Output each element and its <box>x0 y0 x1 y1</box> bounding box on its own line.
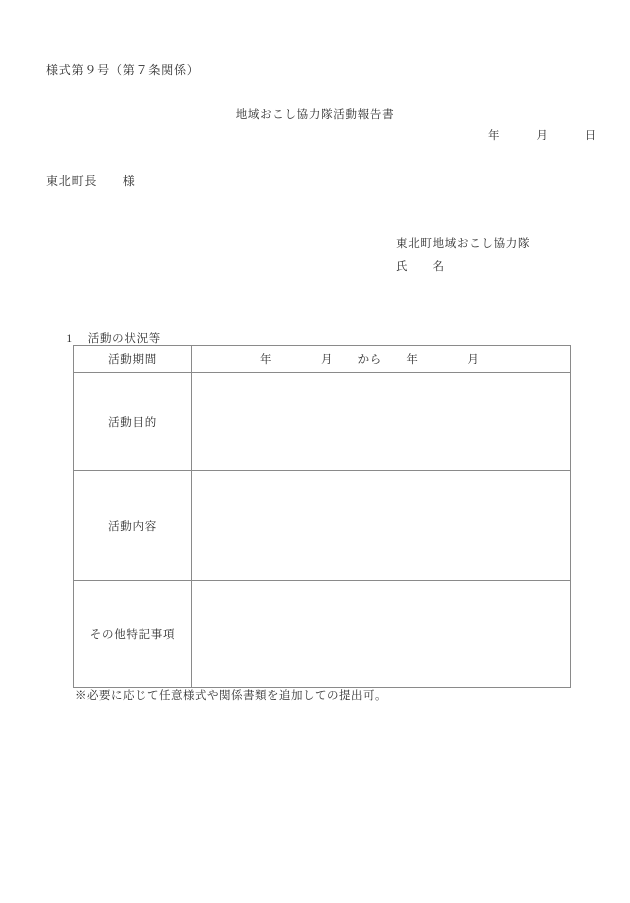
section-number: 1 <box>66 332 73 345</box>
row-value-activity-purpose[interactable] <box>192 373 571 471</box>
footnote: ※必要に応じて任意様式や関係書類を追加しての提出可。 <box>75 690 387 702</box>
row-value-activity-period[interactable] <box>192 346 571 373</box>
signature-name-label: 氏 名 <box>396 261 445 273</box>
form-number: 様式第９号（第７条関係） <box>46 63 200 77</box>
section-label: 活動の状況等 <box>87 332 161 345</box>
row-label-activity-content: 活動内容 <box>74 471 192 581</box>
submission-date-line: 年 月 日 <box>488 130 597 142</box>
table-row <box>74 581 571 688</box>
row-label-other-notes: その他特記事項 <box>74 581 192 688</box>
addressee-line: 東北町長 様 <box>46 174 136 188</box>
table-row <box>74 346 571 373</box>
page-title: 地域おこし協力隊活動報告書 <box>235 109 395 121</box>
row-value-other-notes[interactable] <box>192 581 571 688</box>
row-label-activity-period: 活動期間 <box>74 346 192 373</box>
row-label-activity-purpose: 活動目的 <box>74 373 192 471</box>
row-value-activity-content[interactable] <box>192 471 571 581</box>
signature-organization: 東北町地域おこし協力隊 <box>396 238 531 250</box>
activity-report-table <box>73 345 571 688</box>
table-row <box>74 471 571 581</box>
activity-period-entry: 年 月 から 年 月 <box>260 354 480 366</box>
table-row <box>74 373 571 471</box>
